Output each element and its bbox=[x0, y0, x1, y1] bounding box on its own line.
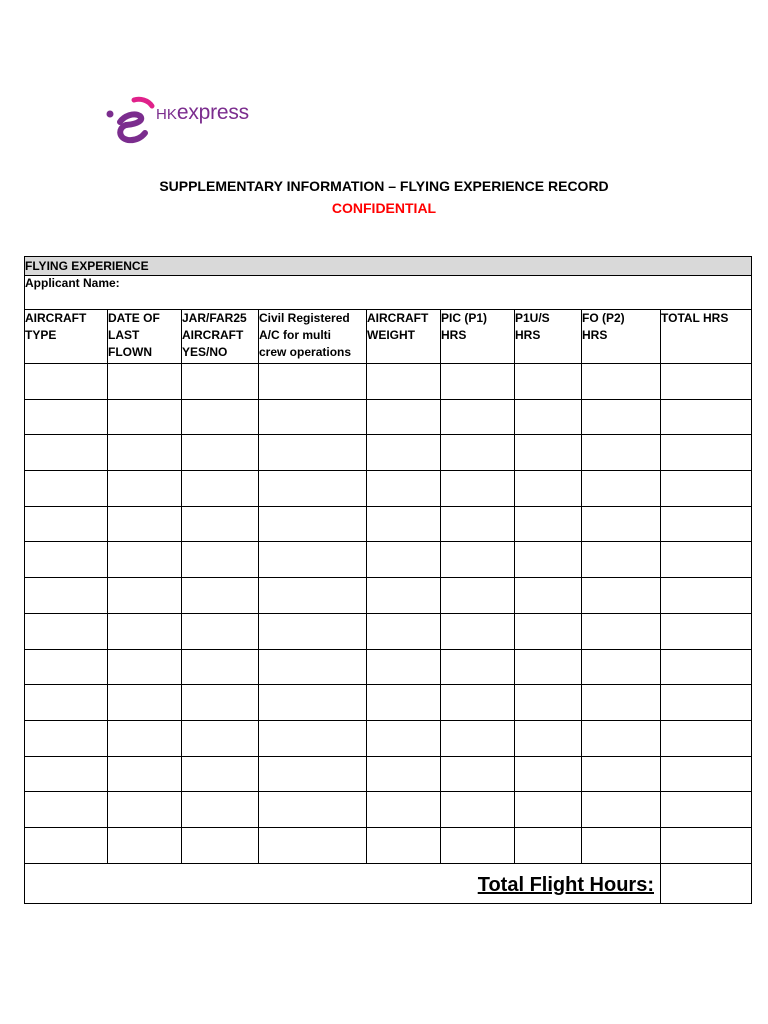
table-row bbox=[25, 578, 752, 614]
table-row bbox=[25, 685, 752, 721]
table-cell[interactable] bbox=[515, 542, 582, 578]
table-cell[interactable] bbox=[108, 578, 182, 614]
table-cell[interactable] bbox=[661, 685, 752, 721]
table-cell[interactable] bbox=[108, 364, 182, 400]
column-header bbox=[25, 310, 108, 364]
applicant-row bbox=[25, 276, 752, 310]
table-cell[interactable] bbox=[661, 792, 752, 828]
table-cell[interactable] bbox=[582, 613, 661, 649]
table-cell[interactable] bbox=[661, 756, 752, 792]
table-cell[interactable] bbox=[182, 827, 259, 863]
table-cell[interactable] bbox=[25, 613, 108, 649]
table-cell[interactable] bbox=[582, 471, 661, 507]
table-cell[interactable] bbox=[25, 720, 108, 756]
table-cell[interactable] bbox=[661, 649, 752, 685]
table-cell[interactable] bbox=[108, 471, 182, 507]
table-cell[interactable] bbox=[182, 578, 259, 614]
table-cell[interactable] bbox=[367, 756, 441, 792]
table-cell[interactable] bbox=[582, 542, 661, 578]
table-cell[interactable] bbox=[661, 399, 752, 435]
table-cell[interactable] bbox=[108, 792, 182, 828]
logo-prefix: HK bbox=[156, 106, 177, 123]
column-header-line: AIRCRAFT bbox=[182, 328, 244, 342]
column-header-line: HRS bbox=[515, 328, 541, 342]
column-header bbox=[367, 310, 441, 364]
table-cell[interactable] bbox=[441, 364, 515, 400]
table-cell[interactable] bbox=[108, 613, 182, 649]
table-cell[interactable] bbox=[441, 649, 515, 685]
table-cell[interactable] bbox=[661, 613, 752, 649]
table-row bbox=[25, 364, 752, 400]
table-cell[interactable] bbox=[441, 827, 515, 863]
table-cell[interactable] bbox=[182, 613, 259, 649]
column-header-line: HRS bbox=[582, 328, 608, 342]
table-cell[interactable] bbox=[661, 542, 752, 578]
table-cell[interactable] bbox=[25, 471, 108, 507]
table-cell[interactable] bbox=[259, 399, 367, 435]
table-cell[interactable] bbox=[259, 720, 367, 756]
confidential-label: CONFIDENTIAL bbox=[331, 200, 437, 216]
column-header-line: AIRCRAFT bbox=[25, 311, 87, 325]
table-cell[interactable] bbox=[661, 827, 752, 863]
column-header-line: DATE OF bbox=[108, 311, 160, 325]
column-header-line: AIRCRAFT bbox=[367, 311, 429, 325]
table-cell[interactable] bbox=[582, 506, 661, 542]
total-flight-hours-field[interactable] bbox=[661, 863, 752, 903]
column-header bbox=[582, 310, 661, 364]
table-row bbox=[25, 720, 752, 756]
table-cell[interactable] bbox=[108, 542, 182, 578]
column-header-line: JAR/FAR25 bbox=[182, 311, 247, 325]
table-cell[interactable] bbox=[108, 506, 182, 542]
table-cell[interactable] bbox=[259, 649, 367, 685]
table-cell[interactable] bbox=[582, 720, 661, 756]
logo-word: express bbox=[176, 101, 249, 124]
table-cell[interactable] bbox=[182, 471, 259, 507]
table-row bbox=[25, 649, 752, 685]
table-cell[interactable] bbox=[25, 685, 108, 721]
table-cell[interactable] bbox=[25, 364, 108, 400]
table-cell[interactable] bbox=[367, 827, 441, 863]
table-cell[interactable] bbox=[582, 364, 661, 400]
column-header-line: HRS bbox=[441, 328, 467, 342]
table-cell[interactable] bbox=[441, 613, 515, 649]
table-cell[interactable] bbox=[259, 827, 367, 863]
table-cell[interactable] bbox=[515, 435, 582, 471]
table-cell[interactable] bbox=[582, 827, 661, 863]
table-cell[interactable] bbox=[367, 364, 441, 400]
table-cell[interactable] bbox=[515, 506, 582, 542]
table-cell[interactable] bbox=[441, 542, 515, 578]
table-cell[interactable] bbox=[515, 685, 582, 721]
table-cell[interactable] bbox=[582, 649, 661, 685]
column-header bbox=[259, 310, 367, 364]
table-cell[interactable] bbox=[182, 685, 259, 721]
table-cell[interactable] bbox=[515, 720, 582, 756]
table-cell[interactable] bbox=[582, 792, 661, 828]
column-header-line: P1U/S bbox=[515, 311, 550, 325]
table-cell[interactable] bbox=[182, 792, 259, 828]
table-cell[interactable] bbox=[259, 613, 367, 649]
flying-experience-table bbox=[24, 256, 752, 904]
column-header-line: FO (P2) bbox=[582, 311, 625, 325]
column-header-line: WEIGHT bbox=[367, 328, 415, 342]
column-header-line: PIC (P1) bbox=[441, 311, 488, 325]
table-cell[interactable] bbox=[182, 435, 259, 471]
table-cell[interactable] bbox=[182, 364, 259, 400]
table-cell[interactable] bbox=[367, 792, 441, 828]
table-cell[interactable] bbox=[582, 756, 661, 792]
table-cell[interactable] bbox=[582, 399, 661, 435]
column-header-line: crew operations bbox=[259, 345, 352, 359]
column-header-line: TOTAL HRS bbox=[661, 311, 729, 325]
table-cell[interactable] bbox=[25, 399, 108, 435]
table-cell[interactable] bbox=[367, 471, 441, 507]
table-cell[interactable] bbox=[515, 756, 582, 792]
table-cell[interactable] bbox=[25, 542, 108, 578]
table-cell[interactable] bbox=[367, 720, 441, 756]
table-cell[interactable] bbox=[441, 756, 515, 792]
column-header-line: TYPE bbox=[25, 328, 57, 342]
table-cell[interactable] bbox=[108, 720, 182, 756]
table-cell[interactable] bbox=[515, 364, 582, 400]
column-header-line: Civil Registered bbox=[259, 311, 350, 325]
table-row bbox=[25, 506, 752, 542]
table-cell[interactable] bbox=[515, 399, 582, 435]
table-row bbox=[25, 792, 752, 828]
table-cell[interactable] bbox=[441, 471, 515, 507]
column-header bbox=[515, 310, 582, 364]
table-cell[interactable] bbox=[259, 364, 367, 400]
column-header bbox=[661, 310, 752, 364]
table-cell[interactable] bbox=[259, 685, 367, 721]
table-row bbox=[25, 827, 752, 863]
table-row bbox=[25, 435, 752, 471]
table-cell[interactable] bbox=[582, 435, 661, 471]
table-cell[interactable] bbox=[515, 613, 582, 649]
table-row bbox=[25, 399, 752, 435]
table-cell[interactable] bbox=[661, 364, 752, 400]
table-cell[interactable] bbox=[182, 542, 259, 578]
table-cell[interactable] bbox=[25, 792, 108, 828]
section-header: FLYING EXPERIENCE bbox=[25, 257, 752, 276]
table-cell[interactable] bbox=[515, 649, 582, 685]
table-cell[interactable] bbox=[108, 827, 182, 863]
table-cell[interactable] bbox=[515, 578, 582, 614]
page-title: SUPPLEMENTARY INFORMATION – FLYING EXPERIENCE RECORD bbox=[159, 178, 609, 194]
table-row bbox=[25, 613, 752, 649]
table-cell[interactable] bbox=[367, 685, 441, 721]
column-header-line: YES/NO bbox=[182, 345, 228, 359]
table-cell[interactable] bbox=[367, 435, 441, 471]
table-cell[interactable] bbox=[108, 649, 182, 685]
table-cell[interactable] bbox=[108, 685, 182, 721]
logo-wordmark bbox=[156, 101, 249, 125]
column-header bbox=[182, 310, 259, 364]
table-cell[interactable] bbox=[259, 542, 367, 578]
column-header bbox=[441, 310, 515, 364]
table-cell[interactable] bbox=[259, 578, 367, 614]
table-cell[interactable] bbox=[661, 506, 752, 542]
table-cell[interactable] bbox=[441, 578, 515, 614]
logo-e-icon bbox=[104, 94, 156, 146]
table-row bbox=[25, 542, 752, 578]
table-cell[interactable] bbox=[515, 471, 582, 507]
table-cell[interactable] bbox=[441, 506, 515, 542]
table-cell[interactable] bbox=[25, 506, 108, 542]
column-header bbox=[108, 310, 182, 364]
table-cell[interactable] bbox=[108, 435, 182, 471]
total-flight-hours-label: Total Flight Hours: bbox=[25, 863, 661, 903]
table-cell[interactable] bbox=[582, 578, 661, 614]
table-cell[interactable] bbox=[25, 756, 108, 792]
column-header-line: LAST bbox=[108, 328, 140, 342]
table-cell[interactable] bbox=[441, 720, 515, 756]
table-cell[interactable] bbox=[441, 685, 515, 721]
table-cell[interactable] bbox=[441, 399, 515, 435]
table-row bbox=[25, 471, 752, 507]
table-cell[interactable] bbox=[661, 471, 752, 507]
table-cell[interactable] bbox=[367, 506, 441, 542]
table-cell[interactable] bbox=[182, 399, 259, 435]
table-cell[interactable] bbox=[259, 435, 367, 471]
total-row bbox=[25, 863, 752, 903]
table-cell[interactable] bbox=[661, 435, 752, 471]
table-cell[interactable] bbox=[515, 792, 582, 828]
table-cell[interactable] bbox=[182, 649, 259, 685]
table-row bbox=[25, 756, 752, 792]
table-cell[interactable] bbox=[582, 685, 661, 721]
hkexpress-logo bbox=[104, 94, 274, 146]
section-header-row bbox=[25, 257, 752, 276]
table-cell[interactable] bbox=[25, 827, 108, 863]
table-cell[interactable] bbox=[259, 792, 367, 828]
table-cell[interactable] bbox=[515, 827, 582, 863]
column-header-line: A/C for multi bbox=[259, 328, 331, 342]
table-cell[interactable] bbox=[367, 578, 441, 614]
table-cell[interactable] bbox=[367, 542, 441, 578]
table-cell[interactable] bbox=[367, 399, 441, 435]
column-header-row bbox=[25, 310, 752, 364]
table-cell[interactable] bbox=[441, 435, 515, 471]
table-cell[interactable] bbox=[661, 578, 752, 614]
table-cell[interactable] bbox=[108, 756, 182, 792]
table-cell[interactable] bbox=[182, 506, 259, 542]
table-cell[interactable] bbox=[25, 578, 108, 614]
applicant-name-label: Applicant Name: bbox=[25, 276, 120, 290]
applicant-name-field[interactable] bbox=[25, 276, 752, 310]
table-cell[interactable] bbox=[367, 649, 441, 685]
table-cell[interactable] bbox=[661, 720, 752, 756]
column-header-line: FLOWN bbox=[108, 345, 152, 359]
table-cell[interactable] bbox=[259, 756, 367, 792]
table-cell[interactable] bbox=[25, 435, 108, 471]
table-cell[interactable] bbox=[367, 613, 441, 649]
table-cell[interactable] bbox=[441, 792, 515, 828]
table-cell[interactable] bbox=[182, 720, 259, 756]
table-cell[interactable] bbox=[25, 649, 108, 685]
table-cell[interactable] bbox=[259, 506, 367, 542]
table-cell[interactable] bbox=[182, 756, 259, 792]
table-cell[interactable] bbox=[259, 471, 367, 507]
table-cell[interactable] bbox=[108, 399, 182, 435]
